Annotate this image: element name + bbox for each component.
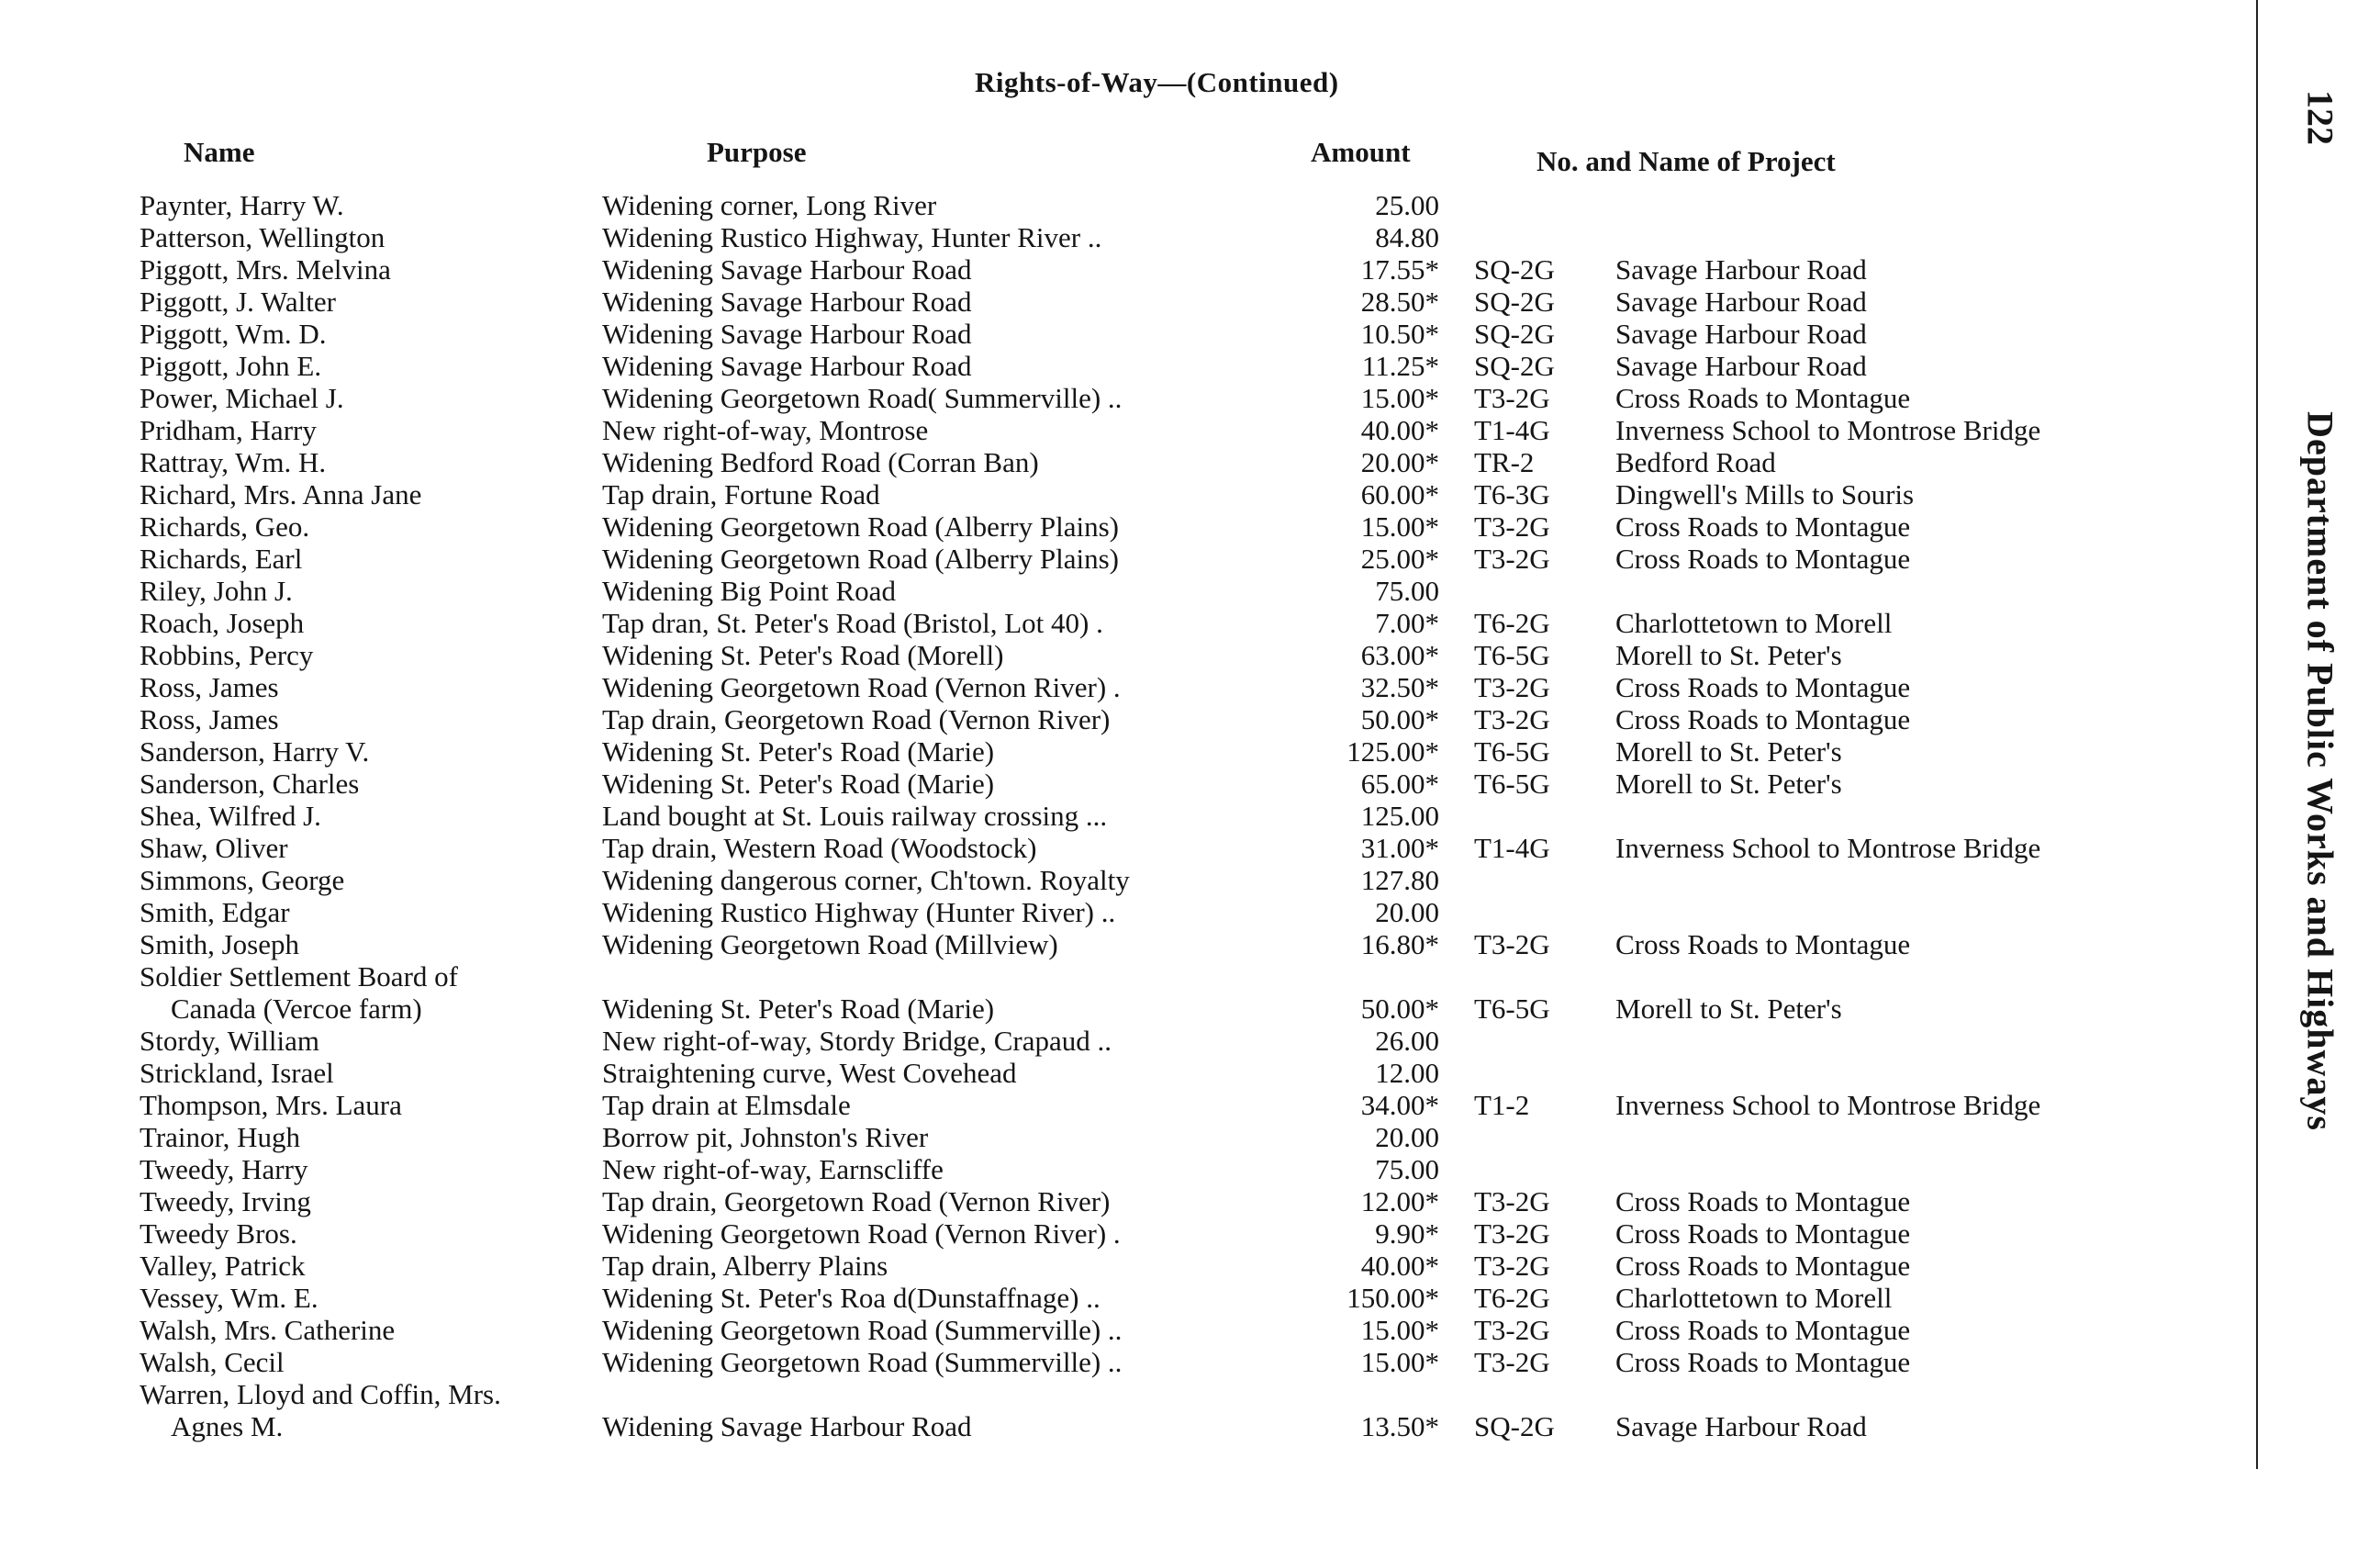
row-project-name: Cross Roads to Montague <box>1615 1346 1911 1378</box>
row-name: Tweedy Bros. <box>140 1217 297 1250</box>
table-row <box>0 832 2249 864</box>
row-amount: 15.00* <box>1360 510 1439 543</box>
row-purpose: Widening St. Peter's Road (Morell) <box>602 639 1004 671</box>
table-row <box>0 1250 2249 1282</box>
table-row <box>0 575 2249 607</box>
row-project-name: Cross Roads to Montague <box>1615 543 1911 575</box>
row-project-number: T3-2G <box>1474 928 1550 960</box>
row-project-number: T3-2G <box>1474 1346 1550 1378</box>
table-row <box>0 350 2249 382</box>
row-name: Stordy, William <box>140 1025 319 1057</box>
row-project-name: Inverness School to Montrose Bridge <box>1615 832 2041 864</box>
row-purpose: Borrow pit, Johnston's River <box>602 1121 929 1153</box>
table-row <box>0 993 2249 1025</box>
table-row <box>0 543 2249 575</box>
row-purpose: Widening St. Peter's Road (Marie) <box>602 768 995 800</box>
row-amount: 50.00* <box>1360 993 1439 1025</box>
table-row <box>0 1089 2249 1121</box>
row-project-number: T6-5G <box>1474 639 1550 671</box>
row-project-number: SQ-2G <box>1474 350 1555 382</box>
row-purpose: Widening St. Peter's Road (Marie) <box>602 735 995 768</box>
table-row <box>0 768 2249 800</box>
table-row <box>0 735 2249 768</box>
row-amount: 84.80 <box>1375 221 1439 253</box>
table-row <box>0 1057 2249 1089</box>
row-amount: 125.00 <box>1360 800 1439 832</box>
table-row <box>0 221 2249 253</box>
row-purpose: New right-of-way, Earnscliffe <box>602 1153 944 1185</box>
table-row <box>0 1410 2249 1442</box>
row-project-number: T1-4G <box>1474 832 1550 864</box>
row-name: Ross, James <box>140 703 279 735</box>
table-row <box>0 414 2249 446</box>
row-project-number: T3-2G <box>1474 1250 1550 1282</box>
row-amount: 150.00* <box>1346 1282 1439 1314</box>
row-name: Shaw, Oliver <box>140 832 288 864</box>
row-purpose: Tap drain, Western Road (Woodstock) <box>602 832 1037 864</box>
row-project-name: Cross Roads to Montague <box>1615 671 1911 703</box>
row-name: Tweedy, Irving <box>140 1185 311 1217</box>
table-row <box>0 960 2249 993</box>
table-row <box>0 671 2249 703</box>
row-amount: 28.50* <box>1360 286 1439 318</box>
row-amount: 63.00* <box>1360 639 1439 671</box>
row-purpose: Widening Georgetown Road (Vernon River) . <box>602 671 1121 703</box>
row-name: Ross, James <box>140 671 279 703</box>
table-row <box>0 928 2249 960</box>
row-project-number: T3-2G <box>1474 671 1550 703</box>
row-amount: 15.00* <box>1360 382 1439 414</box>
row-project-number: T3-2G <box>1474 382 1550 414</box>
row-project-number: T3-2G <box>1474 510 1550 543</box>
row-project-number: T6-3G <box>1474 478 1550 510</box>
row-amount: 125.00* <box>1346 735 1439 768</box>
row-project-number: T6-2G <box>1474 1282 1550 1314</box>
row-project-name: Bedford Road <box>1615 446 1776 478</box>
row-purpose: Widening Georgetown Road (Summerville) .. <box>602 1314 1123 1346</box>
table-row <box>0 703 2249 735</box>
page-title: Rights-of-Way—(Continued) <box>975 66 1339 98</box>
row-name: Walsh, Mrs. Catherine <box>140 1314 396 1346</box>
row-amount: 34.00* <box>1360 1089 1439 1121</box>
row-purpose: Tap drain at Elmsdale <box>602 1089 851 1121</box>
row-project-number: SQ-2G <box>1474 286 1555 318</box>
table-row <box>0 189 2249 221</box>
row-purpose: Widening dangerous corner, Ch'town. Royalty <box>602 864 1130 896</box>
row-purpose: Land bought at St. Louis railway crossing ... <box>602 800 1108 832</box>
header-amount: Amount <box>1311 136 1411 168</box>
row-amount: 9.90* <box>1375 1217 1439 1250</box>
row-project-number: T6-5G <box>1474 768 1550 800</box>
table-row <box>0 1025 2249 1057</box>
row-amount: 11.25* <box>1361 350 1439 382</box>
row-name: Richards, Earl <box>140 543 303 575</box>
row-amount: 7.00* <box>1375 607 1439 639</box>
row-project-number: T1-4G <box>1474 414 1550 446</box>
row-project-name: Cross Roads to Montague <box>1615 1217 1911 1250</box>
table-row <box>0 1314 2249 1346</box>
row-project-number: T6-5G <box>1474 993 1550 1025</box>
row-amount: 13.50* <box>1360 1410 1439 1442</box>
row-purpose: Widening Georgetown Road (Millview) <box>602 928 1058 960</box>
table-row <box>0 382 2249 414</box>
row-name: Piggott, J. Walter <box>140 286 336 318</box>
row-project-number: T1-2 <box>1474 1089 1530 1121</box>
row-project-name: Dingwell's Mills to Souris <box>1615 478 1915 510</box>
department-running-head: Department of Public Works and Highways <box>2299 411 2341 1131</box>
row-amount: 20.00 <box>1375 1121 1439 1153</box>
row-project-name: Cross Roads to Montague <box>1615 510 1911 543</box>
row-project-name: Morell to St. Peter's <box>1615 639 1842 671</box>
row-name: Shea, Wilfred J. <box>140 800 321 832</box>
row-project-number: T6-5G <box>1474 735 1550 768</box>
row-project-number: SQ-2G <box>1474 318 1555 350</box>
row-name: Thompson, Mrs. Laura <box>140 1089 402 1121</box>
row-name: Valley, Patrick <box>140 1250 306 1282</box>
row-purpose: Tap drain, Georgetown Road (Vernon River) <box>602 1185 1111 1217</box>
row-purpose: Widening Georgetown Road (Vernon River) . <box>602 1217 1121 1250</box>
row-project-number: SQ-2G <box>1474 1410 1555 1442</box>
row-amount: 25.00 <box>1375 189 1439 221</box>
table-row <box>0 639 2249 671</box>
table-row <box>0 1153 2249 1185</box>
row-project-name: Inverness School to Montrose Bridge <box>1615 1089 2041 1121</box>
row-project-number: T3-2G <box>1474 1314 1550 1346</box>
row-amount: 40.00* <box>1360 1250 1439 1282</box>
table-row <box>0 1346 2249 1378</box>
table-row <box>0 864 2249 896</box>
row-name: Piggott, Mrs. Melvina <box>140 253 391 286</box>
row-project-number: T3-2G <box>1474 543 1550 575</box>
row-name: Roach, Joseph <box>140 607 305 639</box>
row-purpose: Tap drain, Georgetown Road (Vernon River) <box>602 703 1111 735</box>
row-amount: 20.00 <box>1375 896 1439 928</box>
row-amount: 12.00 <box>1375 1057 1439 1089</box>
row-purpose: Widening Savage Harbour Road <box>602 318 972 350</box>
row-purpose: Widening Bedford Road (Corran Ban) <box>602 446 1039 478</box>
row-amount: 65.00* <box>1360 768 1439 800</box>
row-project-number: TR-2 <box>1474 446 1535 478</box>
row-name: Piggott, Wm. D. <box>140 318 327 350</box>
table-row <box>0 1185 2249 1217</box>
page-number: 122 <box>2299 90 2341 145</box>
row-purpose: New right-of-way, Stordy Bridge, Crapaud .. <box>602 1025 1112 1057</box>
row-amount: 20.00* <box>1360 446 1439 478</box>
row-purpose: Tap dran, St. Peter's Road (Bristol, Lot 40) . <box>602 607 1103 639</box>
row-name: Richard, Mrs. Anna Jane <box>140 478 422 510</box>
row-purpose: Tap drain, Alberry Plains <box>602 1250 888 1282</box>
row-purpose: Widening Savage Harbour Road <box>602 350 972 382</box>
row-project-name: Charlottetown to Morell <box>1615 1282 1893 1314</box>
table-row <box>0 1217 2249 1250</box>
row-name: Patterson, Wellington <box>140 221 385 253</box>
row-name: Pridham, Harry <box>140 414 317 446</box>
row-name: Warren, Lloyd and Coffin, Mrs. <box>140 1378 501 1410</box>
row-amount: 75.00 <box>1375 1153 1439 1185</box>
row-name: Tweedy, Harry <box>140 1153 308 1185</box>
row-name: Vessey, Wm. E. <box>140 1282 318 1314</box>
table-row <box>0 607 2249 639</box>
table-row <box>0 253 2249 286</box>
row-name: Sanderson, Harry V. <box>140 735 370 768</box>
row-project-name: Morell to St. Peter's <box>1615 993 1842 1025</box>
row-project-name: Savage Harbour Road <box>1615 253 1867 286</box>
row-purpose: Widening Georgetown Road (Alberry Plains) <box>602 543 1119 575</box>
row-project-name: Cross Roads to Montague <box>1615 1185 1911 1217</box>
row-project-name: Savage Harbour Road <box>1615 286 1867 318</box>
table-row <box>0 318 2249 350</box>
row-name: Soldier Settlement Board of <box>140 960 458 993</box>
row-project-name: Morell to St. Peter's <box>1615 768 1842 800</box>
row-purpose: Widening Georgetown Road (Summerville) .. <box>602 1346 1123 1378</box>
row-name: Riley, John J. <box>140 575 293 607</box>
row-purpose: Tap drain, Fortune Road <box>602 478 880 510</box>
row-purpose: Widening Georgetown Road (Alberry Plains) <box>602 510 1119 543</box>
header-purpose: Purpose <box>707 136 807 168</box>
row-project-number: T3-2G <box>1474 703 1550 735</box>
row-project-name: Charlottetown to Morell <box>1615 607 1893 639</box>
table-row <box>0 896 2249 928</box>
table-row <box>0 1378 2249 1410</box>
row-amount: 75.00 <box>1375 575 1439 607</box>
row-project-number: SQ-2G <box>1474 253 1555 286</box>
header-name: Name <box>184 136 255 168</box>
row-project-name: Cross Roads to Montague <box>1615 382 1911 414</box>
row-amount: 12.00* <box>1360 1185 1439 1217</box>
row-amount: 60.00* <box>1360 478 1439 510</box>
row-project-number: T3-2G <box>1474 1185 1550 1217</box>
table-row <box>0 1121 2249 1153</box>
row-name: Robbins, Percy <box>140 639 314 671</box>
table-row <box>0 286 2249 318</box>
table-row <box>0 478 2249 510</box>
row-name: Power, Michael J. <box>140 382 344 414</box>
row-name: Richards, Geo. <box>140 510 310 543</box>
row-amount: 26.00 <box>1375 1025 1439 1057</box>
row-amount: 50.00* <box>1360 703 1439 735</box>
row-project-number: T6-2G <box>1474 607 1550 639</box>
row-project-number: T3-2G <box>1474 1217 1550 1250</box>
table-row <box>0 446 2249 478</box>
row-purpose: Straightening curve, West Covehead <box>602 1057 1017 1089</box>
row-name: Walsh, Cecil <box>140 1346 285 1378</box>
row-name: Agnes M. <box>171 1410 284 1442</box>
row-purpose: Widening Big Point Road <box>602 575 896 607</box>
row-amount: 40.00* <box>1360 414 1439 446</box>
row-purpose: Widening corner, Long River <box>602 189 937 221</box>
row-project-name: Morell to St. Peter's <box>1615 735 1842 768</box>
table-row <box>0 1282 2249 1314</box>
row-purpose: Widening Savage Harbour Road <box>602 286 972 318</box>
row-purpose: Widening Savage Harbour Road <box>602 1410 972 1442</box>
row-purpose: New right-of-way, Montrose <box>602 414 929 446</box>
row-amount: 32.50* <box>1360 671 1439 703</box>
table-row <box>0 800 2249 832</box>
row-amount: 31.00* <box>1360 832 1439 864</box>
row-project-name: Cross Roads to Montague <box>1615 1250 1911 1282</box>
rights-of-way-table <box>0 189 2249 1442</box>
row-purpose: Widening Savage Harbour Road <box>602 253 972 286</box>
row-amount: 17.55* <box>1360 253 1439 286</box>
row-purpose: Widening Rustico Highway, Hunter River .. <box>602 221 1102 253</box>
row-purpose: Widening Georgetown Road( Summerville) .. <box>602 382 1123 414</box>
row-amount: 15.00* <box>1360 1314 1439 1346</box>
row-name: Rattray, Wm. H. <box>140 446 327 478</box>
row-project-name: Savage Harbour Road <box>1615 350 1867 382</box>
row-name: Smith, Joseph <box>140 928 299 960</box>
row-amount: 15.00* <box>1360 1346 1439 1378</box>
row-purpose: Widening St. Peter's Roa d(Dunstaffnage) .. <box>602 1282 1101 1314</box>
row-name: Paynter, Harry W. <box>140 189 344 221</box>
row-amount: 16.80* <box>1360 928 1439 960</box>
row-name: Trainor, Hugh <box>140 1121 301 1153</box>
table-row <box>0 510 2249 543</box>
row-project-name: Cross Roads to Montague <box>1615 928 1911 960</box>
row-project-name: Inverness School to Montrose Bridge <box>1615 414 2041 446</box>
row-purpose: Widening St. Peter's Road (Marie) <box>602 993 995 1025</box>
row-purpose: Widening Rustico Highway (Hunter River) .. <box>602 896 1116 928</box>
row-amount: 25.00* <box>1360 543 1439 575</box>
row-name: Canada (Vercoe farm) <box>171 993 422 1025</box>
header-project: No. and Name of Project <box>1536 145 1836 177</box>
row-name: Piggott, John E. <box>140 350 322 382</box>
row-amount: 10.50* <box>1360 318 1439 350</box>
row-amount: 127.80 <box>1360 864 1439 896</box>
row-name: Strickland, Israel <box>140 1057 334 1089</box>
row-project-name: Savage Harbour Road <box>1615 318 1867 350</box>
row-project-name: Cross Roads to Montague <box>1615 1314 1911 1346</box>
row-project-name: Cross Roads to Montague <box>1615 703 1911 735</box>
row-name: Simmons, George <box>140 864 345 896</box>
row-project-name: Savage Harbour Road <box>1615 1410 1867 1442</box>
row-name: Sanderson, Charles <box>140 768 360 800</box>
row-name: Smith, Edgar <box>140 896 290 928</box>
